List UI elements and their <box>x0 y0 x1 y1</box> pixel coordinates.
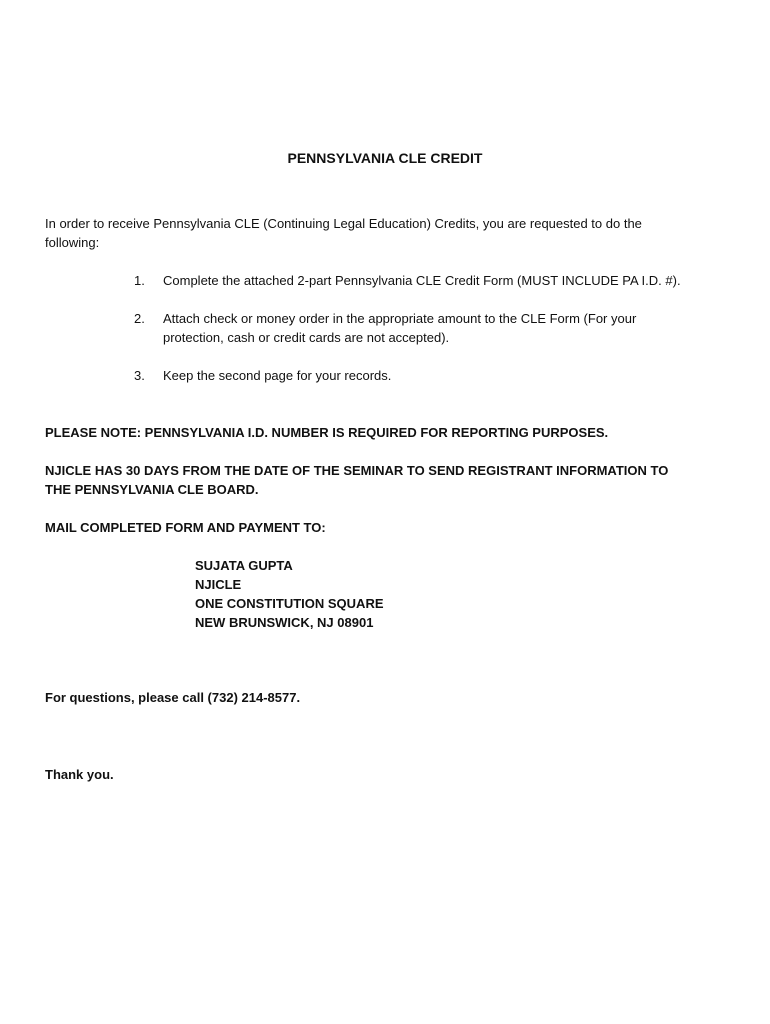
document-title: PENNSYLVANIA CLE CREDIT <box>287 150 483 166</box>
instruction-number: 2. <box>134 311 145 326</box>
address-city-state-zip: NEW BRUNSWICK, NJ 08901 <box>195 615 374 630</box>
instruction-text: Attach check or money order in the appropriate amount to the CLE Form (For your protection, cash or credit cards are not accepted). <box>163 311 637 345</box>
instruction-number: 1. <box>134 273 145 288</box>
questions-line: For questions, please call (732) 214-8577. <box>45 690 301 705</box>
instruction-item <box>134 366 694 385</box>
address-organization: NJICLE <box>195 577 242 592</box>
address-street: ONE CONSTITUTION SQUARE <box>195 596 384 611</box>
mail-heading: MAIL COMPLETED FORM AND PAYMENT TO: <box>45 520 326 535</box>
mailing-address <box>195 556 384 632</box>
please-note: PLEASE NOTE: PENNSYLVANIA I.D. NUMBER IS REQUIRED FOR REPORTING PURPOSES. <box>45 425 609 440</box>
instruction-list <box>134 271 694 385</box>
instruction-text: Complete the attached 2-part Pennsylvania CLE Credit Form (MUST INCLUDE PA I.D. #). <box>163 273 681 288</box>
intro-paragraph: In order to receive Pennsylvania CLE (Continuing Legal Education) Credits, you are requested to do the following: <box>45 216 642 250</box>
instruction-item <box>134 271 694 290</box>
closing-line: Thank you. <box>45 767 114 782</box>
address-name: SUJATA GUPTA <box>195 558 293 573</box>
instruction-item <box>134 309 694 347</box>
instruction-text: Keep the second page for your records. <box>163 368 392 383</box>
njicle-notice: NJICLE HAS 30 DAYS FROM THE DATE OF THE SEMINAR TO SEND REGISTRANT INFORMATION TO THE PENNSYLVANIA CLE BOARD. <box>45 463 669 497</box>
instruction-number: 3. <box>134 368 145 383</box>
